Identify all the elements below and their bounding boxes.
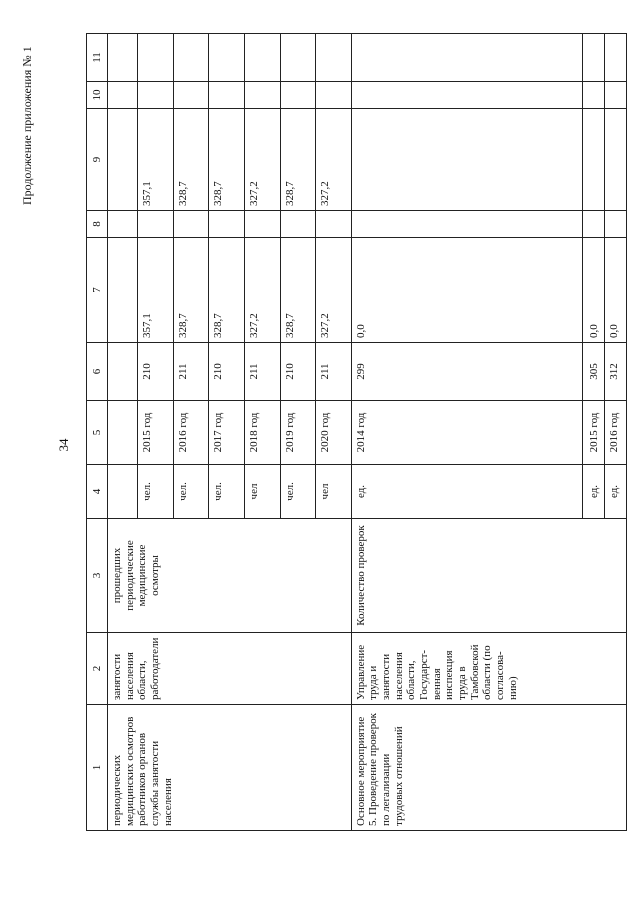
value-cell — [316, 211, 352, 238]
indicator-cell: Количество проверок — [351, 519, 626, 633]
value-cell — [583, 211, 605, 238]
column-number: 5 — [87, 401, 108, 465]
column-number: 11 — [87, 34, 108, 82]
value-cell — [605, 82, 627, 109]
value-cell — [605, 34, 627, 82]
year-cell — [108, 401, 138, 465]
value-cell: 0,0 — [605, 238, 627, 343]
value-cell — [244, 82, 280, 109]
year-cell: 2020 год — [316, 401, 352, 465]
value-cell — [108, 238, 138, 343]
year-cell: 2018 год — [244, 401, 280, 465]
value-cell: 210 — [280, 343, 316, 401]
unit-cell: чел. — [280, 465, 316, 519]
value-cell — [209, 211, 245, 238]
unit-cell: чел. — [138, 465, 174, 519]
value-cell — [583, 109, 605, 211]
value-cell — [583, 34, 605, 82]
value-cell: 211 — [316, 343, 352, 401]
value-cell — [583, 82, 605, 109]
activity-name-cell: периодических медицинских осмотров работников органов службы занятости населения — [108, 705, 352, 831]
value-cell: 211 — [244, 343, 280, 401]
unit-cell: чел. — [209, 465, 245, 519]
value-cell — [138, 34, 174, 82]
value-cell — [351, 211, 582, 238]
value-cell — [605, 109, 627, 211]
value-cell — [108, 82, 138, 109]
value-cell: 211 — [173, 343, 209, 401]
year-cell: 2015 год — [583, 401, 605, 465]
executor-cell: Управление труда и занятости населения области, Государст-венная инспекция труда в Тамбовской области (по согласова-нию) — [351, 633, 626, 705]
indicator-cell: прошедших периодические медицинские осмотры — [108, 519, 352, 633]
value-cell — [316, 82, 352, 109]
column-number: 2 — [87, 633, 108, 705]
value-cell: 328,7 — [280, 238, 316, 343]
activity-name-cell: Основное мероприятие 5. Проведение проверок по легализации трудовых отношений — [351, 705, 626, 831]
unit-cell: чел — [244, 465, 280, 519]
year-cell: 2014 год — [351, 401, 582, 465]
column-number: 6 — [87, 343, 108, 401]
column-number: 8 — [87, 211, 108, 238]
value-cell: 328,7 — [209, 238, 245, 343]
value-cell: 327,2 — [244, 109, 280, 211]
executor-cell: занятости населения области, работодатели — [108, 633, 352, 705]
value-cell — [108, 34, 138, 82]
value-cell: 312 — [605, 343, 627, 401]
value-cell: 327,2 — [316, 109, 352, 211]
value-cell — [351, 34, 582, 82]
value-cell — [173, 34, 209, 82]
year-cell: 2016 год — [605, 401, 627, 465]
year-cell: 2015 год — [138, 401, 174, 465]
value-cell — [280, 34, 316, 82]
unit-cell: ед. — [351, 465, 582, 519]
value-cell: 327,2 — [244, 238, 280, 343]
value-cell — [108, 343, 138, 401]
value-cell: 357,1 — [138, 109, 174, 211]
value-cell: 0,0 — [583, 238, 605, 343]
value-cell — [351, 109, 582, 211]
value-cell: 299 — [351, 343, 582, 401]
value-cell: 0,0 — [351, 238, 582, 343]
value-cell: 357,1 — [138, 238, 174, 343]
value-cell — [138, 211, 174, 238]
value-cell — [108, 109, 138, 211]
value-cell — [280, 211, 316, 238]
value-cell — [108, 211, 138, 238]
value-cell: 210 — [138, 343, 174, 401]
value-cell: 328,7 — [173, 238, 209, 343]
value-cell — [244, 34, 280, 82]
value-cell — [173, 82, 209, 109]
program-table — [86, 33, 627, 831]
value-cell: 328,7 — [209, 109, 245, 211]
unit-cell: чел — [316, 465, 352, 519]
year-cell: 2016 год — [173, 401, 209, 465]
value-cell — [316, 34, 352, 82]
rotated-table-container — [86, 34, 627, 831]
column-number: 7 — [87, 238, 108, 343]
column-number: 1 — [87, 705, 108, 831]
column-number: 10 — [87, 82, 108, 109]
year-cell: 2017 год — [209, 401, 245, 465]
value-cell — [280, 82, 316, 109]
year-cell: 2019 год — [280, 401, 316, 465]
table-row — [108, 34, 138, 831]
column-number: 3 — [87, 519, 108, 633]
column-number: 9 — [87, 109, 108, 211]
page-header: Продолжение приложения № 1 — [20, 46, 34, 205]
column-number-row — [87, 34, 108, 831]
value-cell — [138, 82, 174, 109]
value-cell — [209, 82, 245, 109]
column-number: 4 — [87, 465, 108, 519]
unit-cell: ед. — [605, 465, 627, 519]
page-number: 34 — [56, 438, 71, 452]
value-cell — [351, 82, 582, 109]
value-cell — [605, 211, 627, 238]
value-cell: 328,7 — [173, 109, 209, 211]
value-cell: 210 — [209, 343, 245, 401]
unit-cell — [108, 465, 138, 519]
unit-cell: ед. — [583, 465, 605, 519]
value-cell: 305 — [583, 343, 605, 401]
value-cell: 327,2 — [316, 238, 352, 343]
value-cell: 328,7 — [280, 109, 316, 211]
table-row — [351, 34, 582, 831]
value-cell — [244, 211, 280, 238]
value-cell — [173, 211, 209, 238]
value-cell — [209, 34, 245, 82]
unit-cell: чел. — [173, 465, 209, 519]
